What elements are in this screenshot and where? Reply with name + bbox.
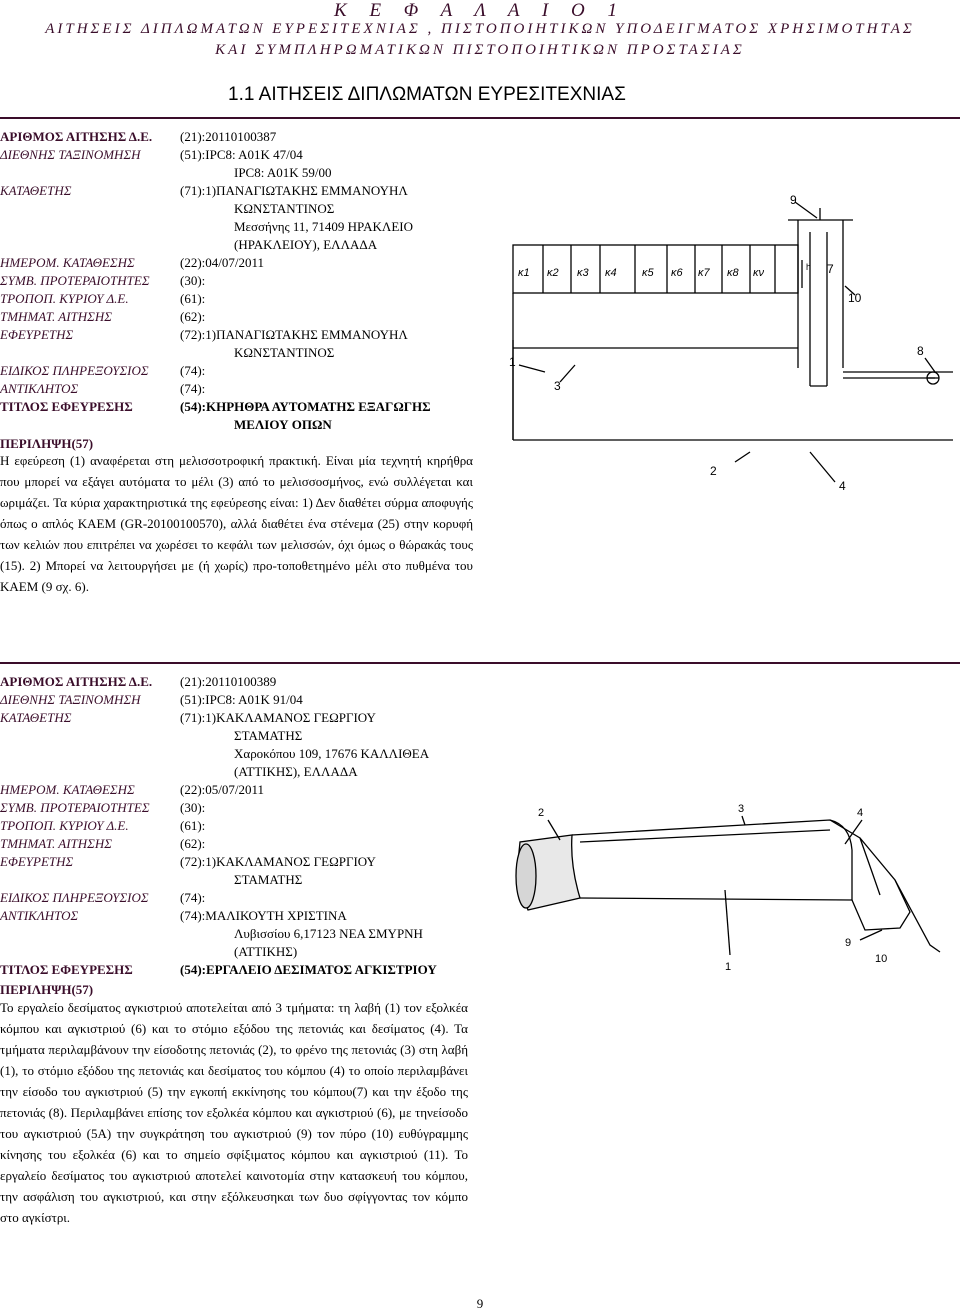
field-label: ΤΜΗΜΑΤ. ΑΙΤΗΣΗΣ bbox=[0, 309, 112, 324]
field-value: Χαροκόπου 109, 17676 ΚΑΛΛΙΘΕΑ bbox=[234, 746, 430, 761]
honeycomb-figure bbox=[505, 190, 955, 500]
callout-label: 1 bbox=[509, 355, 516, 369]
cell-label: κ6 bbox=[671, 267, 683, 279]
field-value: Λυβισσίου 6,17123 ΝΕΑ ΣΜΥΡΝΗ bbox=[234, 926, 423, 941]
field-value: (51):IPC8: A01K 91/04 bbox=[180, 692, 303, 707]
field-value: (61): bbox=[180, 818, 206, 833]
field-value: (72):1)ΠΑΝΑΓΙΩΤΑΚΗΣ ΕΜΜΑΝΟΥΗΛ bbox=[180, 327, 408, 342]
section-divider bbox=[0, 117, 960, 119]
field-value: (74): bbox=[180, 363, 206, 378]
field-value: (54):ΕΡΓΑΛΕΙΟ ΔΕΣΙΜΑΤΟΣ ΑΓΚΙΣΤΡΙΟΥ bbox=[180, 962, 437, 977]
page-number: 9 bbox=[476, 1296, 484, 1311]
field-value: (22):04/07/2011 bbox=[180, 255, 265, 270]
section-title: 1.1 ΑΙΤΗΣΕΙΣ ΔΙΠΛΩΜΑΤΩΝ ΕΥΡΕΣΙΤΕΧΝΙΑΣ bbox=[228, 84, 626, 105]
field-label: ΕΙΔΙΚΟΣ ΠΛΗΡΕΞΟΥΣΙΟΣ bbox=[0, 363, 149, 378]
field-value: (51):IPC8: A01K 47/04 bbox=[180, 147, 303, 162]
field-value: (71):1)ΠΑΝΑΓΙΩΤΑΚΗΣ ΕΜΜΑΝΟΥΗΛ bbox=[180, 183, 408, 198]
callout-label: 10 bbox=[848, 291, 862, 305]
field-value: ΣΤΑΜΑΤΗΣ bbox=[234, 728, 303, 743]
cell-label: κ7 bbox=[698, 267, 710, 279]
callout-label: 1 bbox=[725, 961, 732, 973]
field-label: ΔΙΕΘΝΗΣ ΤΑΞΙΝΟΜΗΣΗ bbox=[0, 692, 141, 707]
abstract-title-2: ΠΕΡΙΛΗΨΗ(57) bbox=[0, 982, 94, 997]
field-label: ΚΑΤΑΘΕΤΗΣ bbox=[0, 183, 72, 198]
field-label: ΑΡΙΘΜΟΣ ΑΙΤΗΣΗΣ Δ.Ε. bbox=[0, 674, 153, 689]
abstract-title-1: ΠΕΡΙΛΗΨΗ(57) bbox=[0, 436, 94, 451]
field-value: (61): bbox=[180, 291, 206, 306]
field-value: (30): bbox=[180, 800, 206, 815]
field-label: ΑΝΤΙΚΛΗΤΟΣ bbox=[0, 381, 79, 396]
field-value: (30): bbox=[180, 273, 206, 288]
field-value: ΜΕΛΙΟΥ ΟΠΩΝ bbox=[234, 417, 332, 432]
field-label: ΤΡΟΠΟΠ. ΚΥΡΙΟΥ Δ.Ε. bbox=[0, 291, 129, 306]
field-label: ΣΥΜΒ. ΠΡΟΤΕΡΑΙΟΤΗΤΕΣ bbox=[0, 800, 150, 815]
callout-label: 7 bbox=[827, 262, 834, 276]
field-value: (21):20110100387 bbox=[180, 129, 277, 144]
field-label: ΑΝΤΙΚΛΗΤΟΣ bbox=[0, 908, 79, 923]
field-value: (22):05/07/2011 bbox=[180, 782, 265, 797]
field-label: ΔΙΕΘΝΗΣ ΤΑΞΙΝΟΜΗΣΗ bbox=[0, 147, 141, 162]
field-value: (21):20110100389 bbox=[180, 674, 277, 689]
field-label: ΕΙΔΙΚΟΣ ΠΛΗΡΕΞΟΥΣΙΟΣ bbox=[0, 890, 149, 905]
field-value: (54):ΚΗΡΗΘΡΑ ΑΥΤΟΜΑΤΗΣ ΕΞΑΓΩΓΗΣ bbox=[180, 399, 431, 414]
field-label: ΤΡΟΠΟΠ. ΚΥΡΙΟΥ Δ.Ε. bbox=[0, 818, 129, 833]
chapter-title-line-1: ΑΙΤΗΣΕΙΣ ΔΙΠΛΩΜΑΤΩΝ ΕΥΡΕΣΙΤΕΧΝΙΑΣ , ΠΙΣΤΟΠΟΙΗΤΙΚΩΝ ΥΠΟΔΕΙΓΜΑΤΟΣ ΧΡΗΣΙΜΟΤΗΤΑΣ bbox=[45, 21, 915, 37]
field-value: IPC8: A01K 59/00 bbox=[234, 165, 332, 180]
field-label: ΚΑΤΑΘΕΤΗΣ bbox=[0, 710, 72, 725]
field-label: ΗΜΕΡΟΜ. ΚΑΤΑΘΕΣΗΣ bbox=[0, 782, 135, 797]
callout-label: 4 bbox=[839, 479, 846, 493]
field-label: ΤΙΤΛΟΣ ΕΦΕΥΡΕΣΗΣ bbox=[0, 962, 133, 977]
cell-label: κ2 bbox=[547, 267, 559, 279]
callout-label: h bbox=[806, 262, 812, 272]
callout-label: 8 bbox=[917, 344, 924, 358]
cell-label: κ1 bbox=[518, 267, 530, 279]
cell-label: κ4 bbox=[605, 267, 617, 279]
field-label: ΣΥΜΒ. ΠΡΟΤΕΡΑΙΟΤΗΤΕΣ bbox=[0, 273, 150, 288]
cell-label: κ3 bbox=[577, 267, 589, 279]
field-label: ΗΜΕΡΟΜ. ΚΑΤΑΘΕΣΗΣ bbox=[0, 255, 135, 270]
field-label: ΑΡΙΘΜΟΣ ΑΙΤΗΣΗΣ Δ.Ε. bbox=[0, 129, 153, 144]
field-value: (74):ΜΑΛΙΚΟΥΤΗ ΧΡΙΣΤΙΝΑ bbox=[180, 908, 347, 923]
cell-label: κ5 bbox=[642, 267, 654, 279]
patent-record-2 bbox=[0, 673, 490, 983]
field-value: ΣΤΑΜΑΤΗΣ bbox=[234, 872, 303, 887]
callout-label: 3 bbox=[738, 803, 745, 815]
cell-label: κ8 bbox=[727, 267, 739, 279]
field-value: ΚΩΝΣΤΑΝΤΙΝΟΣ bbox=[234, 201, 335, 216]
field-label: ΕΦΕΥΡΕΤΗΣ bbox=[0, 854, 74, 869]
abstract-text-1: Η εφεύρεση (1) αναφέρεται στη μελισσοτροφική πρακτική. Είναι μία τεχνητή κηρήθρα που μπορεί να εξάγει αυτόματα το μέλι (3) από το μελισσοσμήνος, ενώ συλλέγεται και ωριμάζει. Τα κύρια χαρακτηριστικά της εφεύρεσης είναι: 1) Δεν διαθέτει σύρμα αποφυγής όπως ο απλός ΚΑΕΜ (GR-20100100570), αλλά διαθέτει ένα στένεμα (25) στην κορυφή των κελιών που επιτρέπει να χωρέσει το κεφάλι των μελισσών, όχι όμως ο θώρακάς τους (15). 2) Μπορεί να λειτουργήσει με (ή χωρίς) προ-τοποθετημένο μέλι στο πυθμένα του ΚΑΕΜ (9 σχ. 6). bbox=[0, 453, 473, 594]
callout-label: 10 bbox=[875, 953, 888, 965]
abstract-text-2: Το εργαλείο δεσίματος αγκιστριού αποτελείται από 3 τμήματα: τη λαβή (1) τον εξολκέα κόμπου και αγκιστριού (6) και το στόμιο εξόδου της πετονιάς και δεσίματος (4). Τα τμήματα περιλαμβάνουν την είσοδοτης πετονιάς (2), το φρένο της πετονιάς (3) στη λαβή (1), το στόμιο εξόδου της πετονιάς και δεσίματος του κόμπου (4) το οποίο περιλαμβάνει την είσοδο του αγκιστριού (5) την εγκοπή εκκίνησης του κόμπου(7) και την έξοδο της πετονιάς (8). Περιλαμβάνει επίσης τον εξολκέα κόμπου και αγκιστριού (6), με τηνείσοδο του αγκιστριού (5Α) την συγκράτηση του αγκιστριού (9) τον πύρο (10) ευθύγραμμης κίνησης του εξολκέα (6) και το σημείο σφίξιματος κόμπου και αγκιστριού (11). Το εργαλείο δεσίματος του αγκιστριού αποτελεί καινοτομία στην κατασκευή του κόμπου, την ασφάλιση του αγκιστριού, και στην εξόλκευσηκαι των δυο σφίγγοντας τον κόμπο στο αγκίστρι. bbox=[0, 1000, 468, 1225]
callout-label: 3 bbox=[554, 379, 561, 393]
field-value: ΚΩΝΣΤΑΝΤΙΝΟΣ bbox=[234, 345, 335, 360]
field-label: ΤΙΤΛΟΣ ΕΦΕΥΡΕΣΗΣ bbox=[0, 399, 133, 414]
field-value: (71):1)ΚΑΚΛΑΜΑΝΟΣ ΓΕΩΡΓΙΟΥ bbox=[180, 710, 376, 725]
field-value: (ΗΡΑΚΛΕΙΟΥ), ΕΛΛΑΔΑ bbox=[234, 237, 378, 252]
callout-label: 2 bbox=[710, 464, 717, 478]
field-value: (ΑΤΤΙΚΗΣ) bbox=[234, 944, 298, 959]
field-value: (62): bbox=[180, 309, 206, 324]
callout-label: 9 bbox=[790, 193, 797, 207]
chapter-number: Κ Ε Φ Α Λ Α Ι Ο 1 bbox=[334, 0, 626, 21]
field-value: (62): bbox=[180, 836, 206, 851]
callout-label: 4 bbox=[857, 807, 864, 819]
field-value: (ΑΤΤΙΚΗΣ), ΕΛΛΑΔΑ bbox=[234, 764, 358, 779]
field-value: Μεσσήνης 11, 71409 ΗΡΑΚΛΕΙΟ bbox=[234, 219, 413, 234]
hook-tool-figure bbox=[500, 780, 950, 1020]
field-value: (74): bbox=[180, 381, 206, 396]
callout-label: 9 bbox=[845, 937, 852, 949]
field-value: (74): bbox=[180, 890, 206, 905]
callout-label: 2 bbox=[538, 807, 545, 819]
chapter-title-line-2: ΚΑΙ ΣΥΜΠΛΗΡΩΜΑΤΙΚΩΝ ΠΙΣΤΟΠΟΙΗΤΙΚΩΝ ΠΡΟΣΤΑΣΙΑΣ bbox=[215, 42, 745, 58]
record-divider bbox=[0, 662, 960, 664]
field-label: ΕΦΕΥΡΕΤΗΣ bbox=[0, 327, 74, 342]
field-value: (72):1)ΚΑΚΛΑΜΑΝΟΣ ΓΕΩΡΓΙΟΥ bbox=[180, 854, 376, 869]
field-label: ΤΜΗΜΑΤ. ΑΙΤΗΣΗΣ bbox=[0, 836, 112, 851]
cell-label: κν bbox=[753, 267, 764, 279]
